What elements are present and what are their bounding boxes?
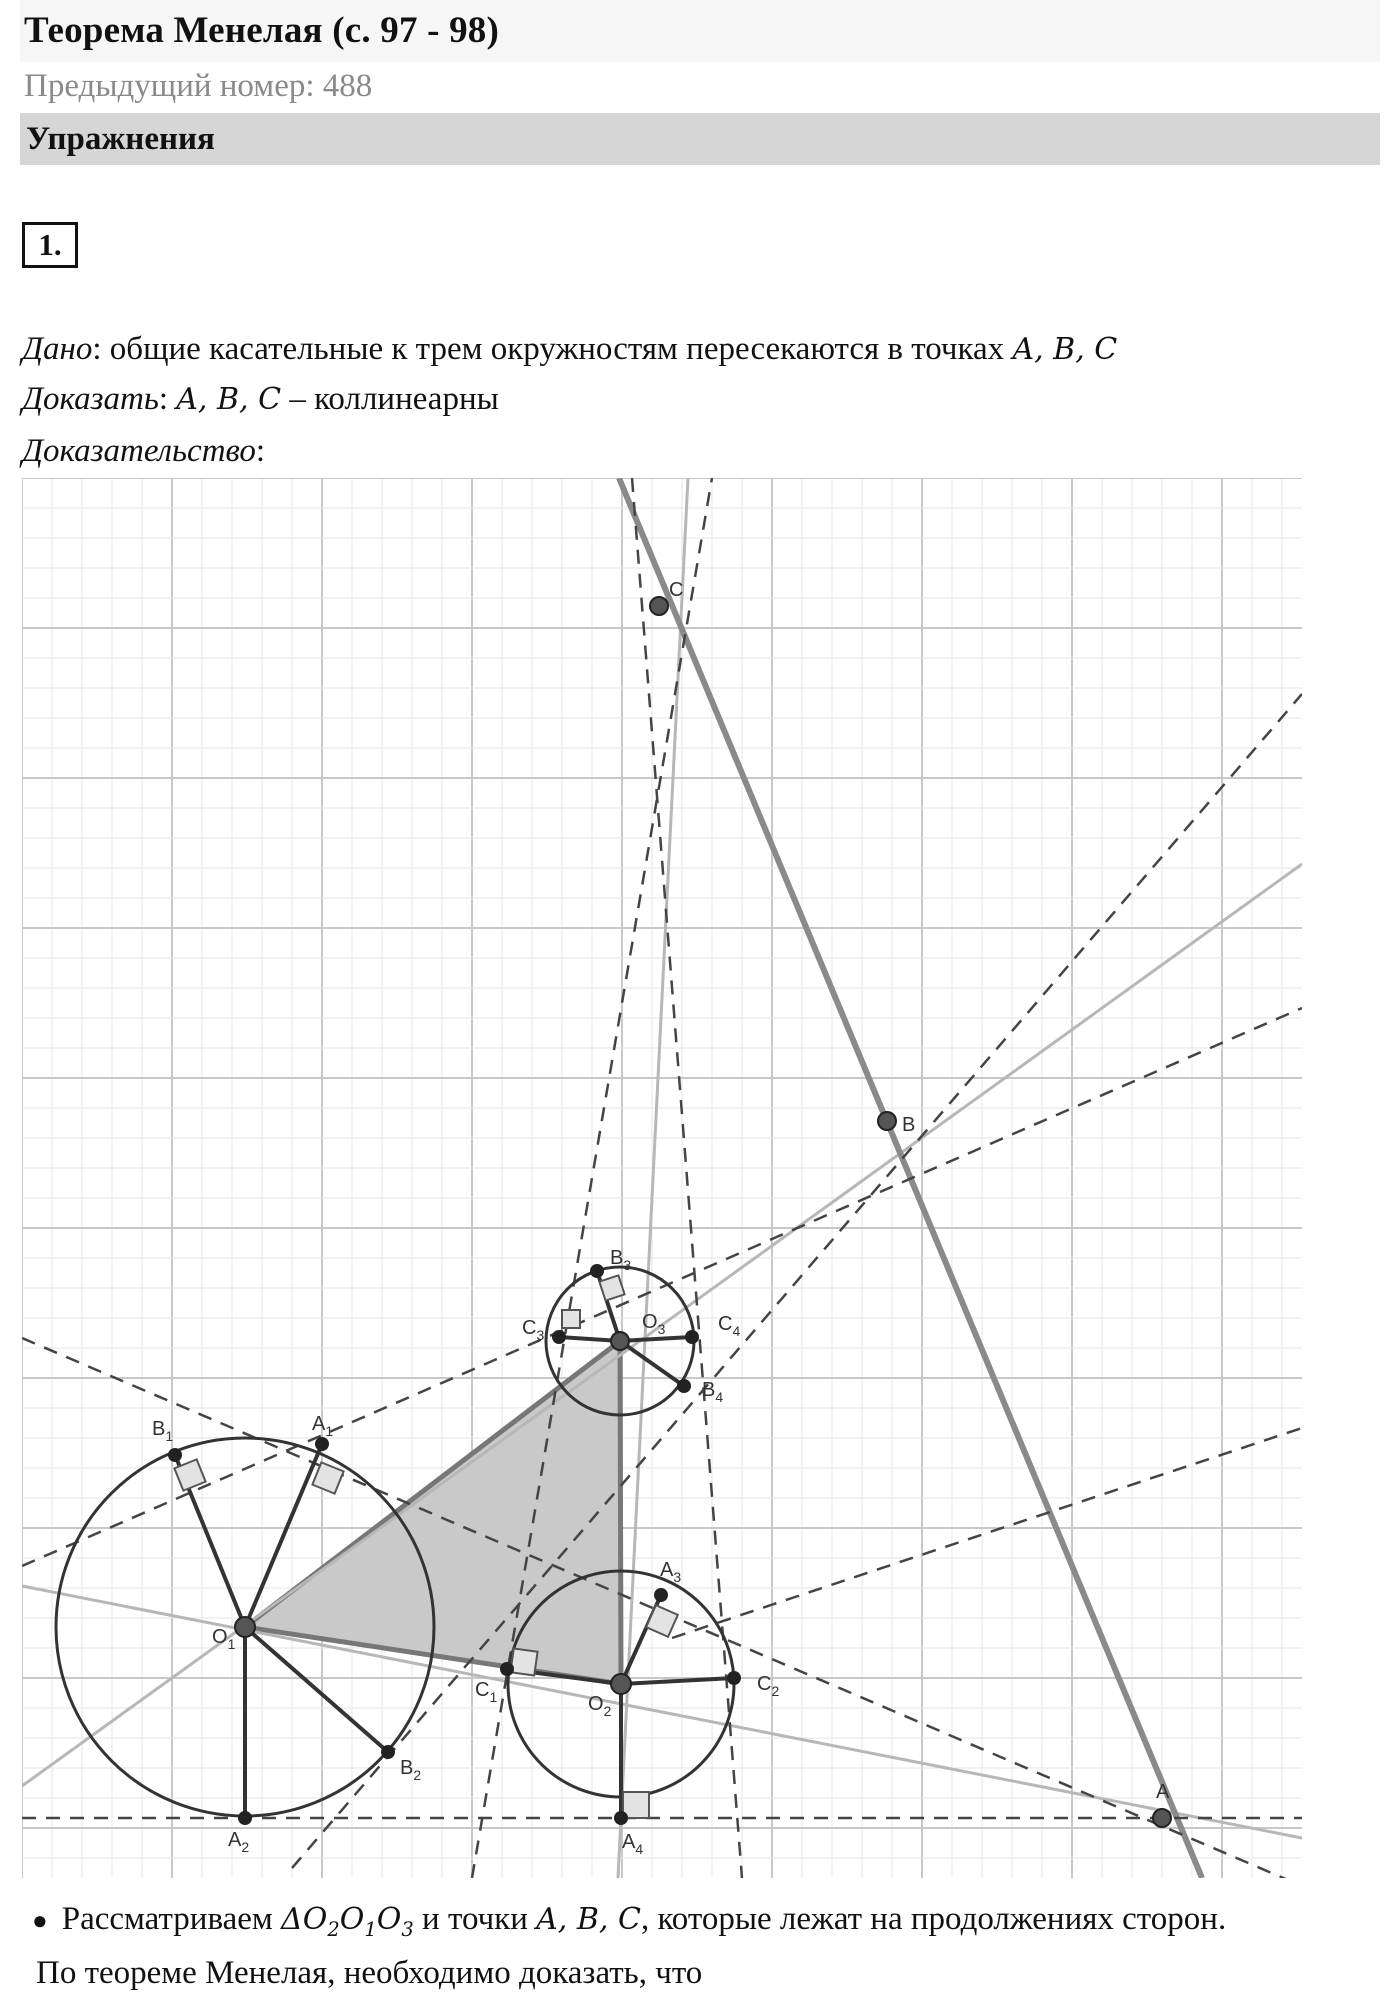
label-o1: $O_1$ [212, 1626, 236, 1652]
label-b: B [902, 1114, 916, 1136]
label-c1: $C_1$ [475, 1679, 498, 1705]
given-label: Дано [22, 331, 93, 367]
exercise-number: 1. [22, 222, 78, 268]
menelaus-line: По теореме Менелая, необходимо доказать, что [36, 1955, 703, 1991]
label-b2: $B_2$ [400, 1757, 422, 1783]
given-text: : общие касательные к трем окружностям пересекаются в точках [92, 331, 1013, 367]
label-c: C [669, 579, 684, 601]
consider-line [32, 1896, 1226, 1953]
prove-colon: : [158, 381, 177, 417]
proof-colon: : [255, 433, 266, 469]
label-b3: $B_3$ [610, 1247, 632, 1273]
label-a: A [1156, 1781, 1170, 1803]
label-a1: $A_1$ [312, 1413, 334, 1439]
label-a4: $A_4$ [622, 1831, 644, 1857]
page-title: Теорема Менелая (с. 97 - 98) [24, 10, 500, 51]
bullet-icon: ● [32, 1906, 48, 1935]
prove-line [22, 376, 499, 423]
label-o3: $O_3$ [642, 1311, 666, 1337]
proof-line [22, 428, 265, 474]
point-labels [152, 579, 1170, 1857]
triangle-notation: $\Delta O_2O_1O_3$ [281, 1902, 414, 1941]
section-header [20, 113, 1380, 165]
label-c2: $C_2$ [757, 1673, 780, 1699]
label-c3: $C_3$ [522, 1317, 545, 1343]
label-a3: $A_3$ [660, 1559, 682, 1585]
label-b4: $B_4$ [702, 1379, 724, 1405]
rest-text: , которые лежат на продолжениях сторон. [640, 1901, 1227, 1937]
given-line [22, 326, 1117, 373]
label-c4: $C_4$ [718, 1313, 741, 1339]
geometry-svg [22, 478, 1302, 1878]
points-abc: A, B, C [536, 1902, 641, 1937]
label-a2: $A_2$ [228, 1829, 250, 1855]
proof-label: Доказательство [22, 433, 256, 469]
page-header [20, 0, 1380, 62]
label-o2: $O_2$ [588, 1693, 612, 1719]
prove-label: Доказать [22, 381, 159, 417]
prove-points: A, B, C [176, 382, 282, 417]
label-b1: $B_1$ [152, 1418, 174, 1444]
previous-number-link[interactable]: Предыдущий номер: 488 [24, 68, 373, 104]
and-points-text: и точки [413, 1901, 537, 1937]
prove-text: – коллинеарны [281, 381, 499, 417]
section-title: Упражнения [26, 121, 215, 157]
geometry-figure [22, 478, 1302, 1878]
given-points: A, B, C [1012, 332, 1118, 367]
consider-text: Рассматриваем [61, 1901, 282, 1937]
grid [22, 478, 1302, 1878]
